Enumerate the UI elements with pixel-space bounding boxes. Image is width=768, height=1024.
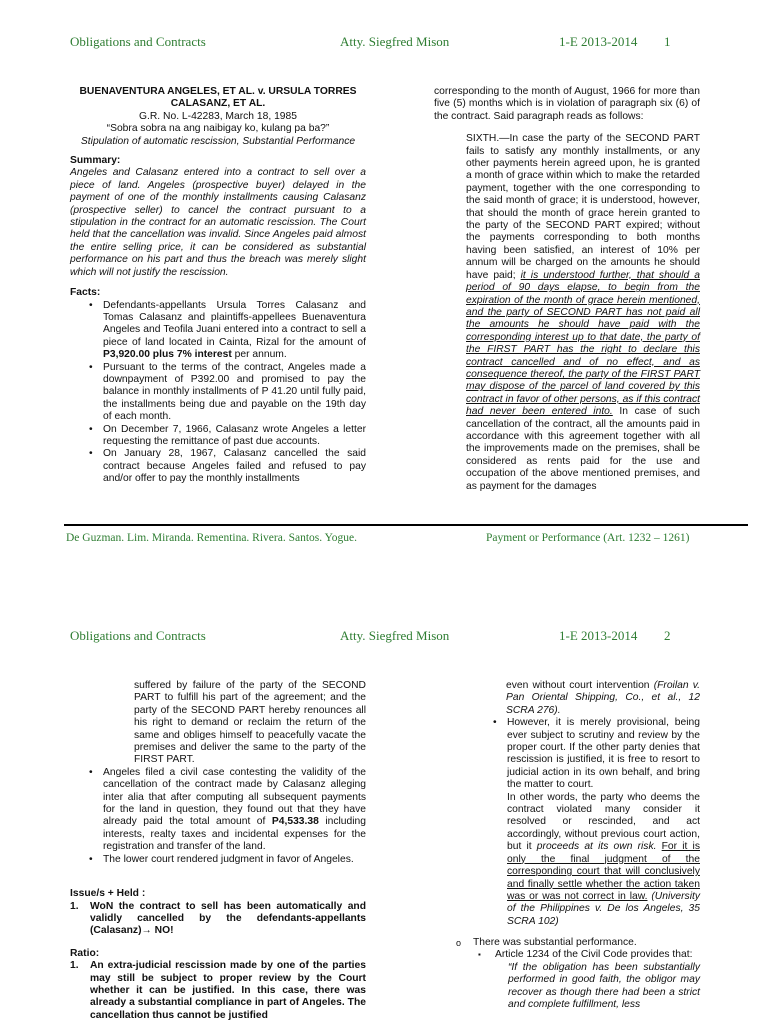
fact-text: per annum. xyxy=(231,349,287,361)
fact-item: • On December 7, 1966, Calasanz wrote Angeles a letter requesting the remittance of past due accounts. xyxy=(70,424,366,449)
fact-text: Defendants-appellants Ursula Torres Calasanz and Tomas Calasanz and plaintiffs-appellees Buenaventura Angeles and Teofila Juani entered into a contract to sell a piece of land located in Cainta, Rizal for the amount of xyxy=(103,299,366,348)
citation: (Froilan v. Pan Oriental Shipping, Co., et al., 12 SCRA 276). xyxy=(506,680,700,716)
summary-heading: Summary: xyxy=(70,155,121,167)
sixth-paragraph xyxy=(466,133,700,493)
fact-amount: P4,533.38 xyxy=(271,816,319,828)
issue-item xyxy=(70,901,366,938)
ratio-text: In other words, the party who deems the contract violated many consider it resolved or rescinded, and act accordingly, without previous court action, but it xyxy=(507,791,700,853)
sixth-underlined-text: it is understood further, that should a period of 90 days elapse, to begin from the expiration of the month of grace herein mentioned, and the party of SECOND PART has not paid all the amounts he should have paid with the corresponding interest up to that date, the party of the FIRST PART has the right to declare this contract cancelled and of no effect, and as consequence thereof, the party of the FIRST PART may dispose of the parcel of land covered by this contract in favor of other persons, as if this contract had never been entered into. xyxy=(466,269,700,418)
fact-item xyxy=(70,767,366,854)
right-column xyxy=(474,680,700,928)
ratio-number: 1. xyxy=(70,960,79,972)
ratio-paragraph xyxy=(507,792,700,928)
paragraph-intro: corresponding to the month of August, 1966 for more than five (5) months which is in violation of paragraph six (6) of the contract. Said paragraph reads as follows: xyxy=(434,86,700,122)
case-title: BUENAVENTURA ANGELES, ET AL. v. URSULA TORRES CALASANZ, ET AL. xyxy=(79,86,357,110)
ratio-bullets xyxy=(474,717,700,791)
left-column xyxy=(70,86,366,486)
ratio-heading: Ratio: xyxy=(70,947,100,959)
fact-item: • The lower court rendered judgment in favor of Angeles. xyxy=(70,854,366,866)
fact-item xyxy=(70,300,366,362)
case-topic: Stipulation of automatic rescission, Substantial Performance xyxy=(80,135,356,147)
footer-topic: Payment or Performance (Art. 1232 – 1261) xyxy=(486,532,690,544)
header-page-number: 1 xyxy=(664,34,671,49)
ratio-paragraph xyxy=(506,680,700,717)
footer-divider xyxy=(64,524,748,526)
gr-number: G.R. No. L-42283, March 18, 1985 xyxy=(139,110,297,122)
fact-text: Angeles filed a civil case contesting the validity of the cancellation of the contract made by Calasanz alleging inter alia that after computing all subsequent payments for the land in question, they found out that they have already paid the total amount of xyxy=(103,766,366,828)
fact-amount: P3,920.00 plus 7% interest xyxy=(103,349,232,361)
ratio-text: even without court intervention xyxy=(506,680,654,691)
sixth-text: In case of such cancellation of the contract, all the amounts paid in accordance with this agreement together with all the improvements made on the premises, shall be considered as rents paid for the use and occupation of the above mentioned premises, and as payment for the damages xyxy=(466,406,700,492)
emphasis-text: proceeds at its own risk. xyxy=(536,841,657,853)
case-quote: “Sobra sobra na ang naibigay ko, kulang pa ba?” xyxy=(106,123,330,135)
issue-list xyxy=(70,901,366,938)
footer-names: De Guzman. Lim. Miranda. Rementina. Rivera. Santos. Yogue. xyxy=(66,532,357,544)
citation: (University of the Philippines v. De los Angeles, 35 SCRA 102) xyxy=(507,890,700,927)
underlined-text: For it is only the final judgment of the corresponding court that will conclusively and finally settle whether the action taken was or was not correct in law. xyxy=(507,841,700,902)
summary-text: Angeles and Calasanz entered into a contract to sell over a piece of land. Angeles (prospective buyer) delayed in the payment of one of the monthly installments causing Calasanz (prospective seller) to cancel the contract pursuant to a stipulation in the contract for an automatic rescission. The Court held that the cancellation was invalid. Since Angeles paid almost the entire selling price, it can be considered as substantial performance on his part and thus the breach was merely slight which will not justify the rescission. xyxy=(70,167,366,278)
header-author: Atty. Siegfred Mison xyxy=(340,34,450,49)
substantial-performance-block xyxy=(445,937,700,1011)
left-column xyxy=(70,680,366,1022)
facts-list xyxy=(70,300,366,486)
sub-sub-point: ▪ Article 1234 of the Civil Code provides that: xyxy=(445,949,700,961)
sixth-continuation: suffered by failure of the party of the SECOND PART to fulfill his part of the agreement; and the party of the SECOND PART hereby renounces all his right to demand or reclaim the return of the same and obliges himself to peacefully vacate the premises and deliver the same to the party of the FIRST PART. xyxy=(134,680,366,766)
header-term: 1-E 2013-2014 xyxy=(559,34,638,49)
issue-text: WoN the contract to sell has been automatically and validly cancelled by the defendants-appellants (Calasanz)→ NO! xyxy=(90,900,366,937)
ratio-list xyxy=(70,960,366,1022)
ratio-item xyxy=(70,960,366,1022)
page-2 xyxy=(0,600,768,1024)
fact-item: • On January 28, 1967, Calasanz cancelled the said contract because Angeles failed and refused to pay and/or offer to pay the monthly installments xyxy=(70,448,366,485)
ratio-bullet: • However, it is merely provisional, being ever subject to scrutiny and review by the proper court. If the other party denies that rescission is justified, it is free to resort to judicial action in its own behalf, and bring the matter to court. xyxy=(474,717,700,791)
issue-number: 1. xyxy=(70,900,79,912)
facts-list xyxy=(70,767,366,866)
right-column xyxy=(434,86,700,493)
fact-text: including interests, realty taxes and incidental expenses for the registration and transfer of the land. xyxy=(103,816,366,853)
ratio-text: An extra-judicial rescission made by one of the parties may still be subject to proper review by the Court whether it can be justified. In this case, there was already a substantial compliance in part of Angeles. The cancellation thus cannot be justified xyxy=(90,960,366,1021)
header-course: Obligations and Contracts xyxy=(70,34,206,49)
header-course: Obligations and Contracts xyxy=(70,628,206,643)
sub-point: o There was substantial performance. xyxy=(445,937,700,949)
header-term: 1-E 2013-2014 xyxy=(559,628,638,643)
header-author: Atty. Siegfred Mison xyxy=(340,628,450,643)
article-quote: “If the obligation has been substantially performed in good faith, the obligor may recover as though there had been a strict and complete fulfillment, less xyxy=(508,961,700,1011)
facts-heading: Facts: xyxy=(70,287,101,299)
fact-item: • Pursuant to the terms of the contract, Angeles made a downpayment of P392.00 and promised to pay the balance in monthly installments of P 41.20 until fully paid, the installments being due and payable on the 19th day of each month. xyxy=(70,362,366,424)
header-page-number: 2 xyxy=(664,628,671,643)
sixth-text: SIXTH.—In case the party of the SECOND PART fails to satisfy any monthly installments, or any other payments herein agreed upon, he is granted a month of grace within which to make the retarded payment, together with the one corresponding to the said month of grace; it is understood, however, that should the month of grace herein granted to the party of the SECOND PART expired; without the payments corresponding to both months having been satisfied, an interest of 10% per annum will be charged on the amounts he should have paid; xyxy=(466,133,700,281)
issue-heading: Issue/s + Held : xyxy=(70,888,146,900)
